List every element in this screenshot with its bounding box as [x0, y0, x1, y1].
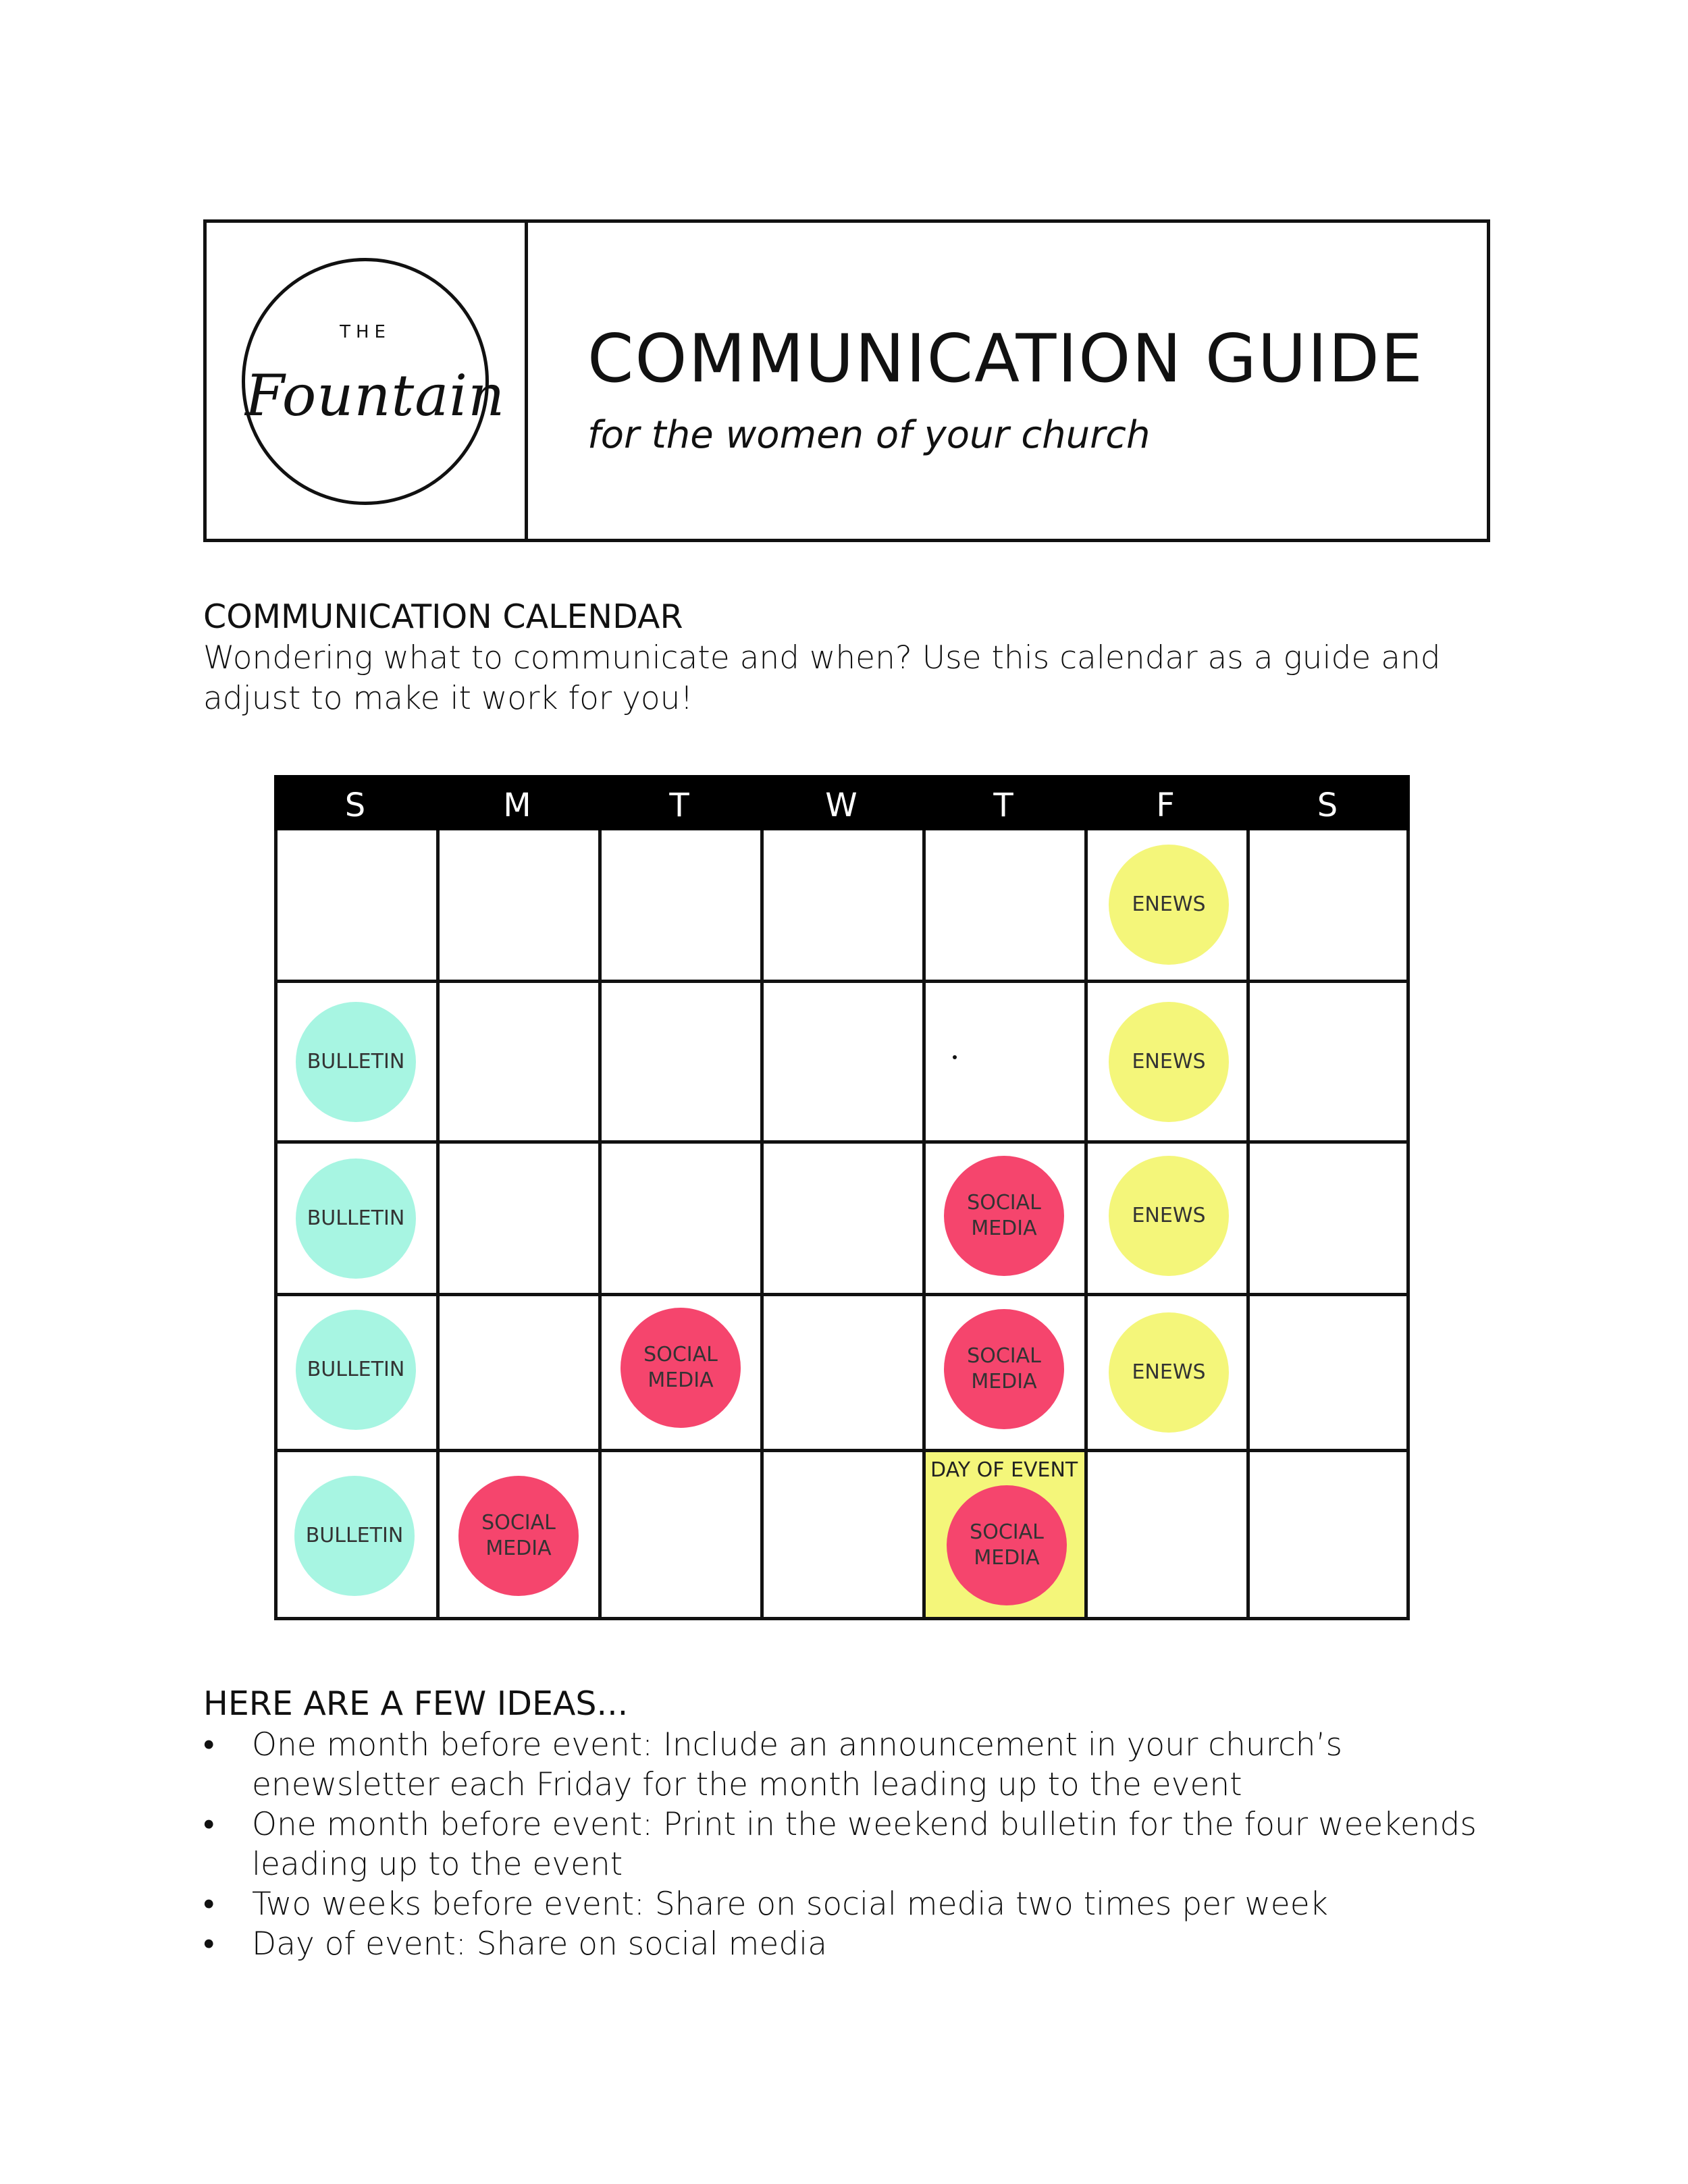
- stray-dot: [953, 1055, 957, 1059]
- logo-fountain-text: Fountain: [245, 363, 506, 429]
- idea-text: One month before event: Print in the weekend bulletin for the four weekends leading up to the event: [252, 1806, 1477, 1883]
- grid-line: [436, 830, 440, 1620]
- header-divider: [525, 223, 528, 539]
- header-box: [203, 219, 1490, 542]
- bullet-glyph: •: [203, 1886, 215, 1923]
- day-tuesday: T: [669, 787, 689, 824]
- page-title: COMMUNICATION GUIDE: [587, 321, 1424, 398]
- ideas-heading: HERE ARE A FEW IDEAS...: [203, 1684, 629, 1723]
- social-media-marker: [944, 1309, 1064, 1429]
- social-label-line1: SOCIAL: [970, 1520, 1044, 1544]
- day-monday: M: [503, 787, 531, 824]
- idea-text: Two weeks before event: Share on social media two times per week: [252, 1886, 1328, 1923]
- social-label-line2: MEDIA: [648, 1368, 714, 1392]
- grid-line: [598, 830, 602, 1620]
- grid-line: [922, 830, 926, 1620]
- day-thursday: T: [993, 787, 1013, 824]
- social-label-line2: MEDIA: [974, 1546, 1040, 1570]
- grid-line: [760, 830, 764, 1620]
- grid-line: [274, 830, 278, 1620]
- bullet-glyph: •: [203, 1726, 215, 1763]
- calendar-heading: COMMUNICATION CALENDAR: [203, 597, 683, 636]
- bulletin-marker: BULLETIN: [296, 1002, 416, 1122]
- page-subtitle: for the women of your church: [587, 413, 1151, 457]
- enews-marker: ENEWS: [1109, 1312, 1229, 1433]
- list-item: [203, 1725, 1527, 1805]
- social-label-line2: MEDIA: [971, 1370, 1037, 1393]
- grid-line: [274, 1293, 1410, 1296]
- day-sunday: S: [344, 787, 366, 824]
- social-media-marker: [458, 1476, 579, 1596]
- day-saturday: S: [1317, 787, 1338, 824]
- grid-line: [1246, 830, 1250, 1620]
- social-label-line1: SOCIAL: [967, 1344, 1041, 1368]
- ideas-list: [203, 1725, 1527, 1964]
- grid-line: [274, 1449, 1410, 1452]
- idea-text: Day of event: Share on social media: [252, 1925, 828, 1963]
- calendar-intro-text: Wondering what to communicate and when? Use this calendar as a guide and adjust to make it work for you!: [203, 639, 1441, 717]
- social-media-marker: [944, 1156, 1064, 1276]
- fountain-logo: [242, 258, 506, 505]
- grid-line: [274, 1140, 1410, 1144]
- grid-line: [274, 980, 1410, 983]
- bulletin-marker: BULLETIN: [296, 1310, 416, 1430]
- idea-text: One month before event: Include an announcement in your church’s enewsletter each Friday for the month leading up to the event: [252, 1726, 1343, 1803]
- list-item: [203, 1924, 1527, 1964]
- calendar-header-row: [274, 775, 1410, 830]
- bullet-glyph: •: [203, 1806, 215, 1843]
- enews-marker: ENEWS: [1109, 1002, 1229, 1122]
- bulletin-marker: BULLETIN: [296, 1158, 416, 1279]
- day-wednesday: W: [825, 787, 858, 824]
- day-friday: F: [1156, 787, 1175, 824]
- enews-marker: ENEWS: [1109, 1156, 1229, 1276]
- social-label-line1: SOCIAL: [481, 1511, 556, 1535]
- social-media-marker: [621, 1308, 741, 1428]
- social-label-line1: SOCIAL: [967, 1191, 1041, 1215]
- logo-the-text: THE: [340, 322, 391, 342]
- social-media-marker: [947, 1485, 1067, 1605]
- grid-line: [274, 1617, 1410, 1620]
- grid-line: [1406, 830, 1410, 1620]
- bullet-glyph: •: [203, 1925, 215, 1963]
- communication-calendar: [274, 775, 1410, 1620]
- list-item: [203, 1884, 1527, 1924]
- social-label-line2: MEDIA: [485, 1537, 552, 1560]
- social-label-line2: MEDIA: [971, 1217, 1037, 1240]
- social-label-line1: SOCIAL: [643, 1343, 718, 1366]
- list-item: [203, 1805, 1527, 1884]
- day-of-event-label: DAY OF EVENT: [930, 1458, 1078, 1482]
- grid-line: [1084, 830, 1088, 1620]
- enews-marker: ENEWS: [1109, 845, 1229, 965]
- bulletin-marker: BULLETIN: [294, 1476, 415, 1596]
